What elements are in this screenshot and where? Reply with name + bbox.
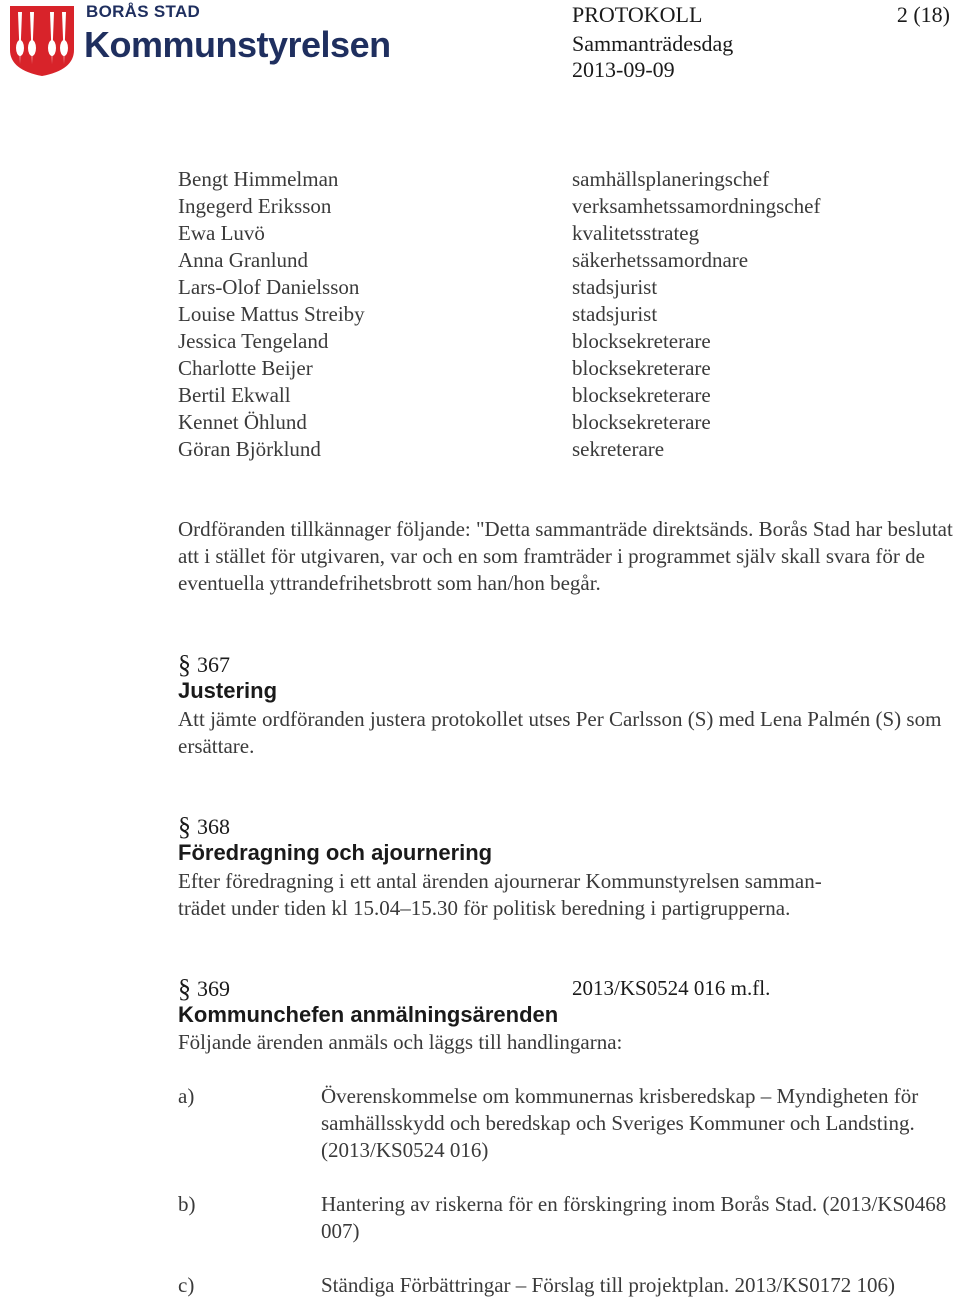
attendee-row — [178, 328, 938, 355]
attendee-role: stadsjurist — [572, 302, 658, 326]
section-368-number — [178, 812, 230, 842]
attendee-name: Anna Granlund — [178, 248, 309, 272]
list-item-text: Överenskommelse om kommunernas krisberedskap – Myndigheten för samhällsskydd och beredskap och Sveriges Kommuner och Landsting. (2013/KS0524 016) — [321, 1084, 919, 1162]
attendee-role: verksamhetssamordningschef — [572, 194, 821, 218]
section-369-intro: Följande ärenden anmäls och läggs till handlingarna: — [178, 1030, 623, 1054]
page-number: 2 (18) — [896, 2, 950, 27]
attendee-row — [178, 193, 938, 220]
borås-stad-shield-icon — [8, 4, 76, 78]
list-item-text: Hantering av riskerna för en förskingring inom Borås Stad. (2013/KS0468 007) — [321, 1192, 947, 1243]
attendee-row — [178, 166, 938, 193]
attendee-role: blocksekreterare — [572, 383, 711, 407]
section-368-text — [178, 868, 960, 922]
attendee-row — [178, 247, 938, 274]
section-368-title: Föredragning och ajournering — [178, 840, 493, 865]
section-369-title: Kommunchefen anmälningsärenden — [178, 1002, 559, 1027]
section-number: 367 — [197, 652, 230, 677]
list-item-letter: a) — [178, 1084, 195, 1108]
logo-line-kommunstyrelsen: Kommunstyrelsen — [84, 24, 391, 65]
announcement-paragraph: Ordföranden tillkännager följande: "Detta sammanträde direktsänds. Borås Stad har beslutat att i stället för utgivaren, var och en som framträder i programmet själv skall svara för de eventuella yttrandefrihetsbrott som han/hon begår. — [178, 517, 953, 595]
attendee-row — [178, 220, 938, 247]
meeting-date: 2013-09-09 — [572, 57, 675, 82]
attendee-role: blocksekreterare — [572, 356, 711, 380]
attendee-name: Bengt Himmelman — [178, 167, 339, 191]
attendee-row — [178, 436, 938, 463]
list-item-letter: b) — [178, 1192, 196, 1216]
list-item-letter: c) — [178, 1273, 195, 1297]
paragraph-symbol-icon: § — [178, 974, 191, 1003]
attendee-role: samhällsplaneringschef — [572, 167, 770, 191]
section-367-number — [178, 650, 230, 680]
section-number: 369 — [197, 976, 230, 1001]
attendee-name: Bertil Ekwall — [178, 383, 291, 407]
section-369-number — [178, 974, 230, 1004]
logo-line-boras-stad: BORÅS STAD — [86, 2, 201, 21]
attendee-row — [178, 355, 938, 382]
list-item — [178, 1083, 960, 1164]
attendee-role: stadsjurist — [572, 275, 658, 299]
attendee-row — [178, 409, 938, 436]
section-369-dnr: 2013/KS0524 016 m.fl. — [572, 976, 771, 1000]
list-item — [178, 1191, 960, 1245]
attendee-name: Charlotte Beijer — [178, 356, 313, 380]
meeting-label: Sammanträdesdag — [572, 31, 734, 56]
attendee-role: kvalitetsstrateg — [572, 221, 700, 245]
attendee-row — [178, 274, 938, 301]
attendee-name: Louise Mattus Streiby — [178, 302, 365, 326]
paragraph-symbol-icon: § — [178, 650, 191, 679]
attendee-role: blocksekreterare — [572, 410, 711, 434]
attendee-role: blocksekreterare — [572, 329, 711, 353]
list-item-text: Ständiga Förbättringar – Förslag till projektplan. 2013/KS0172 106) — [321, 1273, 895, 1297]
section-367-title: Justering — [178, 678, 278, 703]
attendee-name: Göran Björklund — [178, 437, 321, 461]
attendee-row — [178, 382, 938, 409]
document-type: PROTOKOLL — [572, 2, 703, 27]
attendee-role: sekreterare — [572, 437, 665, 461]
list-item — [178, 1272, 960, 1299]
section-number: 368 — [197, 814, 230, 839]
paragraph-symbol-icon: § — [178, 812, 191, 841]
attendee-name: Ingegerd Eriksson — [178, 194, 332, 218]
section-368-text-line-2: trädet under tiden kl 15.04–15.30 för politisk beredning i partigrupperna. — [178, 896, 791, 920]
attendee-row — [178, 301, 938, 328]
attendee-name: Lars-Olof Danielsson — [178, 275, 360, 299]
attendee-name: Jessica Tengeland — [178, 329, 329, 353]
section-368-text-line-1: Efter föredragning i ett antal ärenden ajournerar Kommunstyrelsen samman- — [178, 869, 822, 893]
attendee-name: Ewa Luvö — [178, 221, 265, 245]
section-367-text: Att jämte ordföranden justera protokollet utses Per Carlsson (S) med Lena Palmén (S) som ersättare. — [178, 707, 942, 758]
attendee-role: säkerhetssamordnare — [572, 248, 749, 272]
attendee-name: Kennet Öhlund — [178, 410, 307, 434]
attendee-list — [178, 166, 938, 463]
